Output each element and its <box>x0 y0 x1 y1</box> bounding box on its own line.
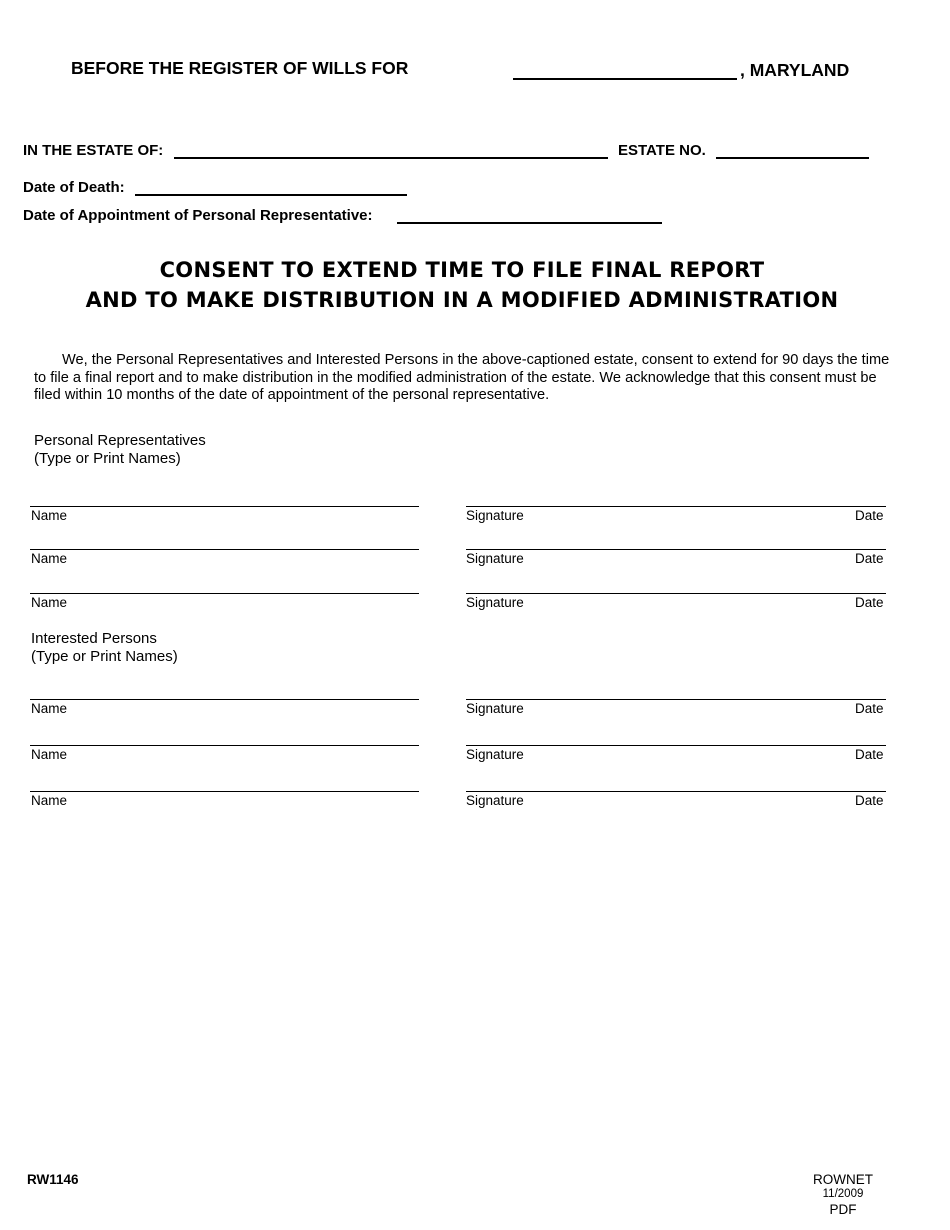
ip-date-label: Date <box>855 747 884 762</box>
ip-name-label: Name <box>31 701 68 716</box>
pr-name-label: Name <box>31 508 68 523</box>
personal-representatives-heading: Personal Representatives <box>34 432 206 449</box>
state-label: , MARYLAND <box>740 60 850 80</box>
pr-date-label: Date <box>855 508 884 523</box>
ip-name-line[interactable] <box>30 745 419 746</box>
county-field[interactable] <box>513 60 737 80</box>
ip-signature-label: Signature <box>466 793 524 808</box>
pr-date-label: Date <box>855 551 884 566</box>
ip-signature-line[interactable] <box>466 791 886 792</box>
pr-signature-label: Signature <box>466 508 524 523</box>
estate-no-label: ESTATE NO. <box>618 142 706 159</box>
ip-signature-line[interactable] <box>466 745 886 746</box>
ip-signature-label: Signature <box>466 701 524 716</box>
pr-name-line[interactable] <box>30 506 419 507</box>
consent-text: We, the Personal Representatives and Interested Persons in the above-captioned estate, consent to extend for 90 days the time to file a final report and to make distribution in the modified administration of the estate. We acknowledge that this consent must be filed within 10 months of the date of appointment of the personal representative. <box>34 352 890 403</box>
estate-no-field[interactable] <box>716 142 869 159</box>
form-title-line-1: CONSENT TO EXTEND TIME TO FILE FINAL REPORT <box>159 258 765 282</box>
ip-name-label: Name <box>31 793 68 808</box>
date-of-death-label: Date of Death: <box>23 179 125 196</box>
consent-paragraph <box>34 352 904 405</box>
pr-signature-line[interactable] <box>466 593 886 594</box>
ip-name-label: Name <box>31 747 68 762</box>
pr-name-line[interactable] <box>30 593 419 594</box>
ip-date-label: Date <box>855 701 884 716</box>
interested-persons-subheading: (Type or Print Names) <box>31 648 178 665</box>
revision-date: 11/2009 <box>822 1188 864 1200</box>
date-of-appointment-label: Date of Appointment of Personal Representative: <box>23 207 373 224</box>
personal-representatives-subheading: (Type or Print Names) <box>34 450 181 467</box>
pr-name-label: Name <box>31 551 68 566</box>
pr-signature-label: Signature <box>466 595 524 610</box>
estate-of-label: IN THE ESTATE OF: <box>23 142 164 159</box>
register-label: BEFORE THE REGISTER OF WILLS FOR <box>71 58 409 78</box>
ip-date-label: Date <box>855 793 884 808</box>
date-of-death-field[interactable] <box>135 179 407 196</box>
form-number: RW1146 <box>27 1172 79 1187</box>
ip-signature-line[interactable] <box>466 699 886 700</box>
form-title-line-2: AND TO MAKE DISTRIBUTION IN A MODIFIED ADMINISTRATION <box>85 288 839 312</box>
pr-name-label: Name <box>31 595 68 610</box>
ip-name-line[interactable] <box>30 699 419 700</box>
date-of-appointment-field[interactable] <box>397 207 662 224</box>
pr-signature-line[interactable] <box>466 506 886 507</box>
system-label: ROWNET <box>813 1172 873 1187</box>
pr-name-line[interactable] <box>30 549 419 550</box>
pr-signature-line[interactable] <box>466 549 886 550</box>
ip-signature-label: Signature <box>466 747 524 762</box>
estate-name-field[interactable] <box>174 142 608 159</box>
pr-date-label: Date <box>855 595 884 610</box>
ip-name-line[interactable] <box>30 791 419 792</box>
format-label: PDF <box>829 1202 857 1217</box>
pr-signature-label: Signature <box>466 551 524 566</box>
interested-persons-heading: Interested Persons <box>31 630 157 647</box>
